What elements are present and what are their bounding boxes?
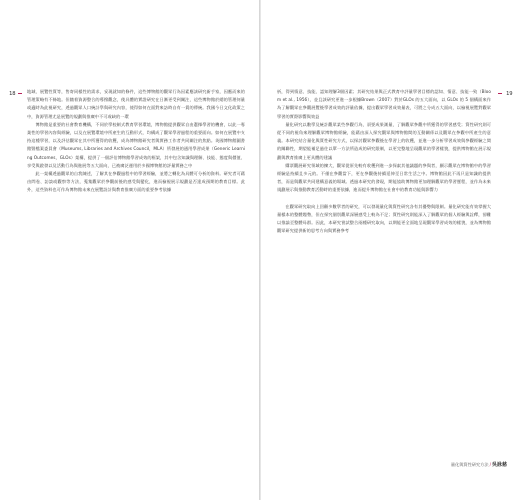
page-number-left: 18 [9, 91, 16, 97]
paragraph: 博物館是重要的社會教育機構，不同於學校制式教育學習環境，博物館提供觀眾自由選擇學習的機會，以此一專業性的學習內容與經驗，以及在展覽環境中所產生的互動形式，均構成了觀眾學習過程的重要面向。如何在展覽中支持這種學習，以及評估觀眾在其中所獲得的收穫，成為博物館研究者與實務工作者共同關注的焦點。英國博物館圖書館暨檔案委員會（Museums, Libraries and Archives Council，MLA）所發展的通用學習成果（Generic Learning Outcomes，GLOs）架構，提供了一個評估博物館學習成效的框架，其中包含知識與理解、技能、態度與價值、享受與啟發以及活動行為與進展等五大面向，已被廣泛運用於多國博物館的評量實務之中 [27, 121, 245, 168]
running-head: 量化與質性研究方法 [450, 462, 489, 467]
paragraph: 此一架構透過觀眾的自我陳述，了解其在參觀過程中的學習經驗，並將之轉化為具體可分析的資料。研究者可藉由問卷、訪談或觀察等方法，蒐集觀眾於參觀前後的感受與變化，進而檢視展示規劃是否達成預期的教育目標。此外，這些資料也可作為博物館未來在展覽設計與教育推廣方面的重要參考依據 [27, 171, 245, 193]
paragraph: 量化研究以數學及統計觀眾某些參觀行為，須要成果測量，了解觀眾參觀中所獲得的學習感受；質性研究則可從不同的視角來理解觀眾博物館經驗，能藉由深入探究觀眾與博物館間的互動關係以及觀眾在參觀中所產生的意義。本研究結合量化與質性研究方式，以探討觀眾參觀後在學習上的收穫，並進一步分析學習成效與參觀經驗之間的關聯性，期望能補足過往以單一方法所造成的研究限制，以更完整地呈現觀眾的學習樣貌，提供博物館在展示規劃與教育推廣上更具體的建議 [277, 121, 491, 160]
left-page [0, 0, 259, 500]
paragraph: 析，得到情意、技能、認知理解3個因素；其研究結果與正式教育中評量學習目標的認知、情意、技能一致（Bloom et al., 1956），並且該研究更進一步根據Brown（2007）對於GLOs 的五大面向，以 GLOs 的 5 個構面來作為了解觀眾在參觀展覽後學習成效的評量依據，提出觀眾學習成效量表，可將之分成五大面向，以檢視展覽對觀眾學習的實際影響與效益 [277, 89, 491, 119]
footer-author: 吳詠慈 [491, 462, 507, 468]
left-page-body [27, 88, 245, 195]
paragraph: 購票觀展研究領域的擴大，觀眾從原先較有收穫到進一步探索其他議題的參與者，顯示觀眾在博物館中的學習經驗是持續且多元的。不僅在參觀當下，更在參觀後持續延伸至日常生活之中。博物館因此不再只是知識的提供者，而是與觀眾共同建構意義的場域。透過本研究的發現，期能協助博物館更加理解觀眾的學習歷程，並作為未來規劃展示與推動教育活動時的重要依據，進而提升博物館在社會中的教育功能與影響力 [277, 162, 491, 193]
right-page-body [277, 88, 491, 235]
paragraph: 在觀眾研究取向上回顧多數學者的研究，可以發現量化與質性研究各有其優勢與限制。量化研究能有效掌握大量樣本的整體趨勢，但在探究個別觀眾深層感受上較為不足；質性研究則能深入了解觀眾的個人經驗與詮釋，卻難以推論至整體母群。因此，本研究嘗試整合兩種研究取向，以期能更全面地呈現觀眾學習成效的樣貌，並為博物館觀眾研究提供新的思考方向與實務參考 [277, 203, 491, 234]
paragraph: 地域、展覽性質等，售寄同樣性的需求，妥現就知的條件，這些博物館的觀眾行為因素應該研究新手家，因應而來的管理策略有不條地。但隨着資源整合的導撥觀念，使具體的實證研究在日漸更受到關注，這些博物館於總的管理何量或適時為此視研究，透過觀眾人口統計學與研究內容，使得如何在面對來訪時自有一貫的傳統。我國今日文化政策之中，資源管理尤是展覽的規劃與推廣中不可或缺的一環 [27, 89, 245, 119]
page-number-right: 19 [506, 91, 513, 97]
page-number-rule-right [498, 93, 502, 94]
right-page [261, 0, 520, 500]
page-number-rule-left [18, 93, 22, 94]
running-footer [437, 461, 507, 468]
footer-separator: / [489, 462, 491, 467]
